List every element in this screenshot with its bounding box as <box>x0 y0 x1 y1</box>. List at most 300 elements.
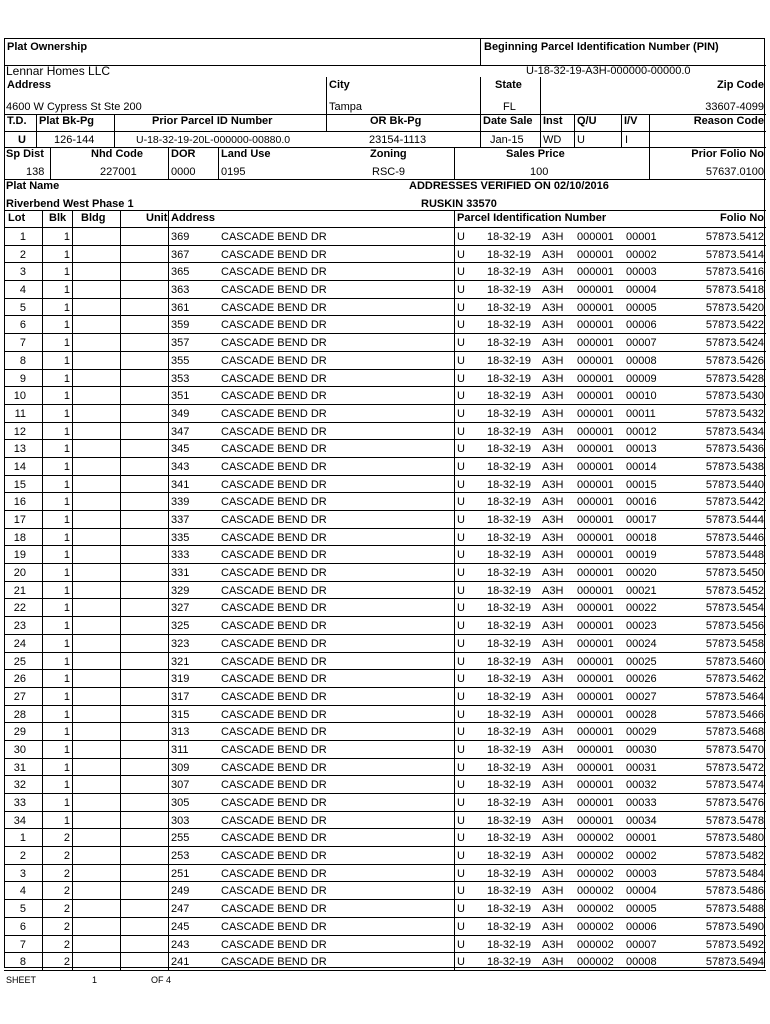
rule <box>168 812 169 829</box>
rule <box>120 936 121 953</box>
cell-sec: 18-32-19 <box>487 496 532 509</box>
cell-folio: 57873.5494 <box>705 956 764 969</box>
cell-block: 000002 <box>577 903 614 916</box>
rule <box>168 493 169 510</box>
cell-t: U <box>457 319 465 332</box>
rule <box>72 476 73 493</box>
cell-sec: 18-32-19 <box>487 602 532 615</box>
cell-block: 000001 <box>577 266 614 279</box>
cell-sec: 18-32-19 <box>487 319 532 332</box>
cell-sec: 18-32-19 <box>487 726 532 739</box>
cell-sec: 18-32-19 <box>487 814 532 827</box>
cell-folio: 57873.5458 <box>705 637 764 650</box>
cell-num: 355 <box>171 354 190 367</box>
cell-sub: A3H <box>542 726 564 739</box>
cell-sec: 18-32-19 <box>487 425 532 438</box>
cell-lotno: 00004 <box>626 284 657 297</box>
cell-sec: 18-32-19 <box>487 443 532 456</box>
cell-lotno: 00026 <box>626 673 657 686</box>
cell-street: CASCADE BEND DR <box>221 690 327 703</box>
cell-sub: A3H <box>542 372 564 385</box>
cell-lotno: 00016 <box>626 496 657 509</box>
sheet-of: OF 4 <box>151 975 172 985</box>
cell-block: 000001 <box>577 284 614 297</box>
nhd-code-label: Nhd Code <box>91 148 143 160</box>
cell-sub: A3H <box>542 514 564 526</box>
cell-lotno: 00009 <box>626 372 657 385</box>
td-value: U <box>18 134 26 146</box>
cell-lotno: 00011 <box>626 407 656 420</box>
cell-num: 345 <box>171 443 190 456</box>
cell-blk: 1 <box>63 372 70 385</box>
cell-sec: 18-32-19 <box>487 248 532 261</box>
cell-block: 000002 <box>577 850 614 863</box>
col-bldg: Bldg <box>81 212 106 224</box>
rule <box>168 476 169 493</box>
cell-sec: 18-32-19 <box>487 797 532 809</box>
cell-t: U <box>457 231 465 243</box>
cell-blk: 1 <box>63 266 70 279</box>
cell-lotno: 00029 <box>626 726 657 739</box>
cell-street: CASCADE BEND DR <box>221 956 327 969</box>
cell-num: 365 <box>171 266 190 279</box>
rule <box>72 776 73 793</box>
cell-street: CASCADE BEND DR <box>221 460 327 473</box>
zoning-label: Zoning <box>370 148 407 160</box>
cell-block: 000001 <box>577 673 614 686</box>
cell-lot: 29 <box>13 726 26 739</box>
rule <box>72 210 73 228</box>
rule <box>72 246 73 263</box>
table-row <box>4 794 766 812</box>
prior-parcel-label: Prior Parcel ID Number <box>152 115 273 127</box>
cell-blk: 2 <box>63 920 70 933</box>
table-row <box>4 670 766 688</box>
cell-folio: 57873.5460 <box>705 655 764 668</box>
cell-blk: 1 <box>63 567 70 580</box>
rule <box>454 582 455 599</box>
table-row <box>4 688 766 706</box>
rule <box>168 900 169 917</box>
rule <box>120 423 121 440</box>
cell-t: U <box>457 708 465 721</box>
cell-lotno: 00004 <box>626 885 657 898</box>
addresses-verified: ADDRESSES VERIFIED ON 02/10/2016 <box>409 180 609 192</box>
cell-num: 367 <box>171 248 190 261</box>
cell-lotno: 00022 <box>626 602 657 615</box>
cell-sub: A3H <box>542 390 564 403</box>
cell-blk: 1 <box>63 496 70 509</box>
cell-lotno: 00034 <box>626 814 657 827</box>
rule <box>120 653 121 670</box>
rule <box>120 900 121 917</box>
cell-street: CASCADE BEND DR <box>221 655 327 668</box>
cell-sec: 18-32-19 <box>487 956 532 969</box>
cell-sec: 18-32-19 <box>487 903 532 916</box>
cell-folio: 57873.5434 <box>705 425 764 438</box>
rule <box>72 316 73 333</box>
rule <box>120 794 121 811</box>
rule <box>454 829 455 846</box>
prior-parcel-value: U-18-32-19-20L-000000-00880.0 <box>136 134 291 146</box>
rule <box>480 114 481 147</box>
rule <box>72 900 73 917</box>
cell-sec: 18-32-19 <box>487 673 532 686</box>
rule <box>454 759 455 776</box>
table-row <box>4 405 766 423</box>
rule <box>168 147 169 179</box>
cell-lot: 8 <box>19 956 26 969</box>
cell-t: U <box>457 885 465 898</box>
cell-folio: 57873.5444 <box>705 514 764 526</box>
cell-sub: A3H <box>542 761 564 774</box>
cell-folio: 57873.5418 <box>705 284 764 297</box>
cell-sec: 18-32-19 <box>487 390 532 403</box>
cell-blk: 1 <box>63 673 70 686</box>
rule <box>454 936 455 953</box>
rule <box>120 511 121 528</box>
sheet-label: SHEET <box>6 975 37 985</box>
cell-lot: 4 <box>19 885 26 898</box>
cell-sub: A3H <box>542 903 564 916</box>
cell-sec: 18-32-19 <box>487 885 532 898</box>
rule <box>454 564 455 581</box>
cell-sec: 18-32-19 <box>487 850 532 863</box>
cell-sub: A3H <box>542 567 564 580</box>
cell-t: U <box>457 248 465 261</box>
cell-blk: 1 <box>63 584 70 597</box>
rule <box>120 458 121 475</box>
cell-sub: A3H <box>542 354 564 367</box>
rule <box>120 617 121 634</box>
or-bkpg-label: OR Bk-Pg <box>370 115 422 127</box>
cell-num: 363 <box>171 284 190 297</box>
cell-num: 359 <box>171 319 190 332</box>
table-row <box>4 635 766 653</box>
cell-sub: A3H <box>542 832 564 845</box>
cell-num: 349 <box>171 407 190 420</box>
cell-blk: 1 <box>63 779 70 792</box>
rule <box>454 440 455 457</box>
rule <box>168 299 169 316</box>
plat-name-label: Plat Name <box>6 180 60 192</box>
cell-blk: 1 <box>63 301 70 314</box>
cell-lotno: 00008 <box>626 956 657 969</box>
cell-lotno: 00005 <box>626 903 657 916</box>
cell-street: CASCADE BEND DR <box>221 867 327 880</box>
cell-street: CASCADE BEND DR <box>221 761 327 774</box>
cell-street: CASCADE BEND DR <box>221 372 327 385</box>
rule <box>540 114 541 147</box>
cell-folio: 57873.5416 <box>705 266 764 279</box>
cell-sub: A3H <box>542 673 564 686</box>
cell-street: CASCADE BEND DR <box>221 407 327 420</box>
cell-blk: 1 <box>63 337 70 350</box>
cell-t: U <box>457 390 465 403</box>
cell-street: CASCADE BEND DR <box>221 337 327 350</box>
cell-lotno: 00008 <box>626 354 657 367</box>
cell-sub: A3H <box>542 496 564 509</box>
cell-lot: 20 <box>13 567 26 580</box>
cell-blk: 1 <box>63 602 70 615</box>
rule <box>72 582 73 599</box>
cell-lot: 17 <box>13 514 26 526</box>
cell-lot: 2 <box>19 850 26 863</box>
rule <box>120 635 121 652</box>
cell-folio: 57873.5454 <box>705 602 764 615</box>
cell-blk: 1 <box>63 460 70 473</box>
cell-sub: A3H <box>542 637 564 650</box>
sp-dist-value: 138 <box>26 166 45 178</box>
cell-lot: 1 <box>19 231 26 243</box>
rule <box>120 564 121 581</box>
cell-sec: 18-32-19 <box>487 708 532 721</box>
rule <box>168 263 169 280</box>
cell-lotno: 00001 <box>626 231 657 243</box>
plat-ownership-label: Plat Ownership <box>7 41 88 53</box>
table-row <box>4 281 766 299</box>
cell-street: CASCADE BEND DR <box>221 390 327 403</box>
cell-blk: 2 <box>63 885 70 898</box>
cell-t: U <box>457 478 465 491</box>
cell-folio: 57873.5486 <box>705 885 764 898</box>
rule <box>120 953 121 970</box>
rule <box>72 617 73 634</box>
cell-t: U <box>457 920 465 933</box>
cell-block: 000002 <box>577 832 614 845</box>
cell-sub: A3H <box>542 920 564 933</box>
sp-dist-label: Sp Dist <box>6 148 44 160</box>
cell-num: 313 <box>171 726 190 739</box>
rule <box>114 114 115 147</box>
cell-sub: A3H <box>542 407 564 420</box>
cell-num: 323 <box>171 637 190 650</box>
cell-lot: 5 <box>19 903 26 916</box>
cell-blk: 1 <box>63 797 70 809</box>
cell-blk: 2 <box>63 903 70 916</box>
rule <box>540 77 541 114</box>
cell-street: CASCADE BEND DR <box>221 443 327 456</box>
cell-t: U <box>457 407 465 420</box>
rule <box>454 281 455 298</box>
cell-sub: A3H <box>542 319 564 332</box>
cell-num: 339 <box>171 496 190 509</box>
rule <box>120 370 121 387</box>
zoning-value: RSC-9 <box>372 166 406 178</box>
cell-sub: A3H <box>542 337 564 350</box>
cell-sub: A3H <box>542 231 564 243</box>
table-row <box>4 617 766 635</box>
cell-blk: 1 <box>63 549 70 562</box>
rule <box>454 617 455 634</box>
rule <box>480 38 481 65</box>
cell-lot: 34 <box>13 814 26 827</box>
rule <box>120 493 121 510</box>
cell-sub: A3H <box>542 266 564 279</box>
cell-sec: 18-32-19 <box>487 690 532 703</box>
rule <box>72 794 73 811</box>
rule <box>72 918 73 935</box>
cell-folio: 57873.5464 <box>705 690 764 703</box>
cell-blk: 1 <box>63 478 70 491</box>
cell-blk: 1 <box>63 690 70 703</box>
cell-street: CASCADE BEND DR <box>221 478 327 491</box>
reason-code-label: Reason Code <box>693 115 764 127</box>
rule <box>454 900 455 917</box>
rule <box>454 723 455 740</box>
parcel-table <box>4 228 766 971</box>
rule <box>50 147 51 179</box>
cell-block: 000001 <box>577 743 614 756</box>
address-value: 4600 W Cypress St Ste 200 <box>6 101 142 113</box>
cell-num: 351 <box>171 390 190 403</box>
rule <box>42 210 43 228</box>
cell-folio: 57873.5450 <box>705 567 764 580</box>
cell-t: U <box>457 337 465 350</box>
cell-sub: A3H <box>542 620 564 633</box>
qu-label: Q/U <box>577 115 597 127</box>
rule <box>120 706 121 723</box>
rule <box>168 794 169 811</box>
rule <box>120 918 121 935</box>
rule <box>574 114 575 147</box>
cell-sec: 18-32-19 <box>487 637 532 650</box>
rule <box>72 599 73 616</box>
table-row <box>4 370 766 388</box>
rule <box>72 882 73 899</box>
cell-lotno: 00002 <box>626 248 657 261</box>
cell-street: CASCADE BEND DR <box>221 301 327 314</box>
rule <box>72 653 73 670</box>
cell-block: 000001 <box>577 567 614 580</box>
rule <box>120 670 121 687</box>
rule <box>120 299 121 316</box>
rule <box>72 812 73 829</box>
cell-sub: A3H <box>542 531 564 544</box>
cell-street: CASCADE BEND DR <box>221 885 327 898</box>
cell-sec: 18-32-19 <box>487 761 532 774</box>
cell-t: U <box>457 620 465 633</box>
cell-lot: 30 <box>13 743 26 756</box>
cell-folio: 57873.5440 <box>705 478 764 491</box>
cell-sub: A3H <box>542 602 564 615</box>
rule <box>168 281 169 298</box>
rule <box>72 299 73 316</box>
rule <box>454 352 455 369</box>
cell-block: 000001 <box>577 231 614 243</box>
rule <box>454 688 455 705</box>
rule <box>120 759 121 776</box>
inst-label: Inst <box>543 115 563 127</box>
rule <box>454 653 455 670</box>
cell-sec: 18-32-19 <box>487 549 532 562</box>
table-row <box>4 246 766 264</box>
sales-price-value: 100 <box>530 166 549 178</box>
rule <box>454 299 455 316</box>
table-row <box>4 299 766 317</box>
cell-street: CASCADE BEND DR <box>221 514 327 526</box>
rule <box>72 387 73 404</box>
cell-lot: 22 <box>13 602 26 615</box>
cell-street: CASCADE BEND DR <box>221 584 327 597</box>
cell-lotno: 00033 <box>626 797 657 809</box>
cell-lot: 13 <box>13 443 26 456</box>
cell-sec: 18-32-19 <box>487 832 532 845</box>
rule <box>120 228 121 245</box>
land-use-label: Land Use <box>221 148 271 160</box>
rule <box>72 759 73 776</box>
cell-num: 309 <box>171 761 190 774</box>
rule <box>168 423 169 440</box>
rule <box>72 688 73 705</box>
table-row <box>4 352 766 370</box>
cell-sec: 18-32-19 <box>487 301 532 314</box>
cell-num: 369 <box>171 231 190 243</box>
iv-value: I <box>625 134 629 146</box>
rule <box>120 723 121 740</box>
rule <box>168 723 169 740</box>
cell-block: 000001 <box>577 655 614 668</box>
rule <box>454 546 455 563</box>
plat-bkpg-value: 126-144 <box>54 134 95 146</box>
cell-sub: A3H <box>542 956 564 969</box>
cell-folio: 57873.5422 <box>705 319 764 332</box>
cell-street: CASCADE BEND DR <box>221 832 327 845</box>
cell-block: 000001 <box>577 443 614 456</box>
cell-lot: 32 <box>13 779 26 792</box>
cell-folio: 57873.5466 <box>705 708 764 721</box>
cell-sub: A3H <box>542 478 564 491</box>
cell-block: 000001 <box>577 390 614 403</box>
rule <box>168 653 169 670</box>
rule <box>120 688 121 705</box>
cell-num: 333 <box>171 549 190 562</box>
rule <box>168 511 169 528</box>
rule <box>120 246 121 263</box>
cell-num: 327 <box>171 602 190 615</box>
rule <box>4 131 766 132</box>
cell-num: 247 <box>171 903 190 916</box>
prior-folio-value: 57637.0100 <box>705 166 764 178</box>
rule <box>72 741 73 758</box>
cell-lotno: 00015 <box>626 478 657 491</box>
rule <box>168 228 169 245</box>
cell-num: 315 <box>171 708 190 721</box>
rule <box>72 706 73 723</box>
cell-folio: 57873.5488 <box>705 903 764 916</box>
cell-folio: 57873.5442 <box>705 496 764 509</box>
cell-street: CASCADE BEND DR <box>221 637 327 650</box>
cell-folio: 57873.5484 <box>705 867 764 880</box>
rule <box>454 635 455 652</box>
cell-street: CASCADE BEND DR <box>221 814 327 827</box>
rule <box>168 759 169 776</box>
cell-lotno: 00024 <box>626 637 657 650</box>
cell-blk: 2 <box>63 938 70 951</box>
cell-blk: 2 <box>63 832 70 845</box>
cell-lot: 2 <box>19 248 26 261</box>
cell-blk: 1 <box>63 655 70 668</box>
table-row <box>4 476 766 494</box>
cell-t: U <box>457 284 465 297</box>
rule <box>72 440 73 457</box>
rule <box>120 776 121 793</box>
cell-street: CASCADE BEND DR <box>221 567 327 580</box>
cell-lotno: 00025 <box>626 655 657 668</box>
cell-street: CASCADE BEND DR <box>221 726 327 739</box>
table-row <box>4 440 766 458</box>
cell-lotno: 00003 <box>626 266 657 279</box>
